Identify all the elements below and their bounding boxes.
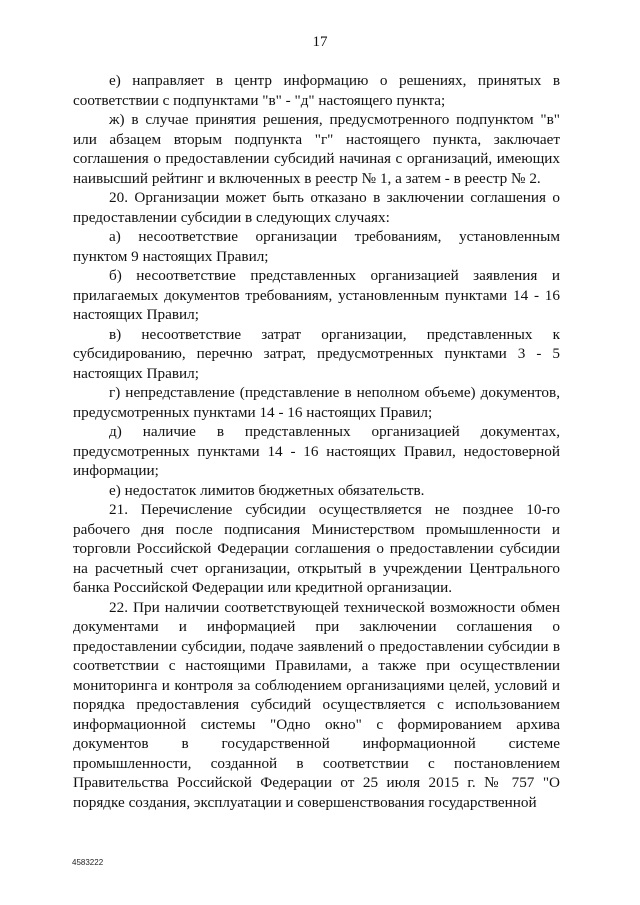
paragraph-subitem-a: а) несоответствие организации требованиям, установленным пунктом 9 настоящих Правил; [73,228,560,265]
document-id: 4583222 [72,858,104,867]
paragraph-subitem-d: д) наличие в представленных организацией документах, предусмотренных пунктами 14 - 16 настоящих Правил, недостоверной информации; [73,423,560,479]
paragraph-item-22: 22. При наличии соответствующей технической возможности обмен документами и информацией при заключении соглашения о предоставлении субсидии, подаче заявлений о предоставлении субсидии в соответствии с настоящими Правилами, а также при осуществлении мониторинга и контроля за соблюдением организациями целей, условий и порядка предоставления субсидий осуществляется с использованием информационной системы "Одно окно" с формированием архива документов в государственной информационной системе промышленности, созданной в соответствии с постановлением Правительства Российской Федерации от 25 июля 2015 г. № 757 "О порядке создания, эксплуатации и совершенствования государственной [73,598,560,811]
page-number: 17 [312,34,328,50]
paragraph-subitem-zh-agreements: ж) в случае принятия решения, предусмотренного подпунктом "в" или абзацем вторым подпункта "г" настоящего пункта, заключает соглашения о предоставлении субсидий начиная с организаций, имеющих наивысший рейтинг и включенных в реестр № 1, а затем - в реестр № 2. [73,111,560,187]
document-body [73,71,560,812]
paragraph-subitem-e-limits: е) недостаток лимитов бюджетных обязательств. [109,481,425,499]
paragraph-subitem-b: б) несоответствие представленных организацией заявления и прилагаемых документов требованиям, установленным пунктами 14 - 16 настоящих Правил; [73,267,560,323]
paragraph-subitem-e-directs: е) направляет в центр информацию о решениях, принятых в соответствии с подпунктами "в" - "д" настоящего пункта; [73,72,560,109]
paragraph-subitem-v: в) несоответствие затрат организации, представленных к субсидированию, перечню затрат, предусмотренных пунктами 3 - 5 настоящих Правил; [73,325,560,382]
paragraph-item-21: 21. Перечисление субсидии осуществляется не позднее 10-го рабочего дня после подписания Министерством промышленности и торговли Российской Федерации соглашения о предоставлении субсидии на расчетный счет организации, открытый в учреждении Центрального банка Российской Федерации или кредитной организации. [73,501,560,596]
paragraph-subitem-g: г) непредставление (представление в неполном объеме) документов, предусмотренных пунктами 14 - 16 настоящих Правил; [73,384,560,421]
paragraph-item-20: 20. Организации может быть отказано в заключении соглашения о предоставлении субсидии в следующих случаях: [73,189,560,226]
